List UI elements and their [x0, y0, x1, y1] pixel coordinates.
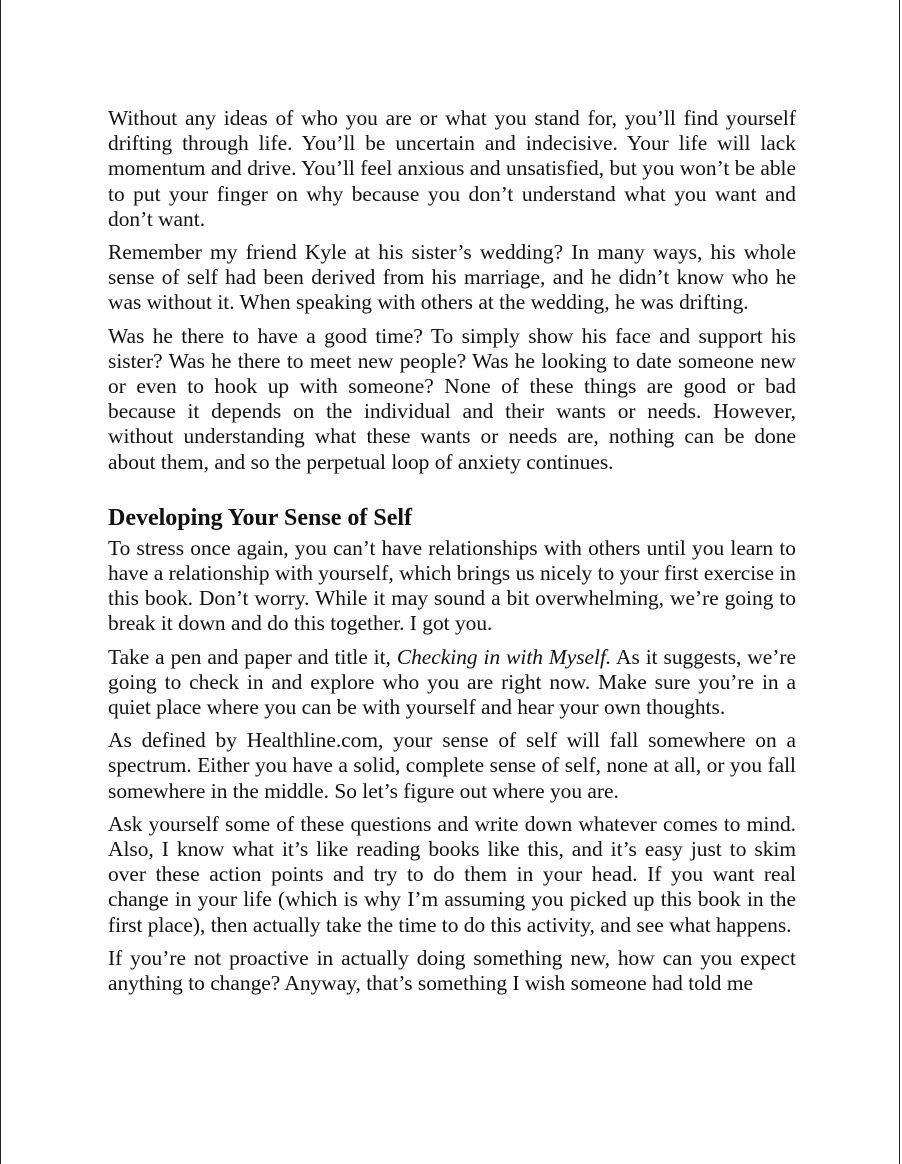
paragraph-proactive: If you’re not proactive in actually doing something new, how can you expect anything to change? Anyway, that’s something I wish someone had told me	[108, 945, 796, 996]
page-body	[108, 106, 796, 996]
paragraph-relationship-with-self: To stress once again, you can’t have relationships with others until you learn to have a relationship with yourself, which brings us nicely to your first exercise in this book. Don’t worry. While it may sound a bit overwhelming, we’re going to break it down and do this together. I got you.	[108, 535, 796, 636]
pen-paragraph-text-end: As it suggests, we’re going to check in and explore who you are right now. Make sure you’re in a quiet place where you can be with yourself and hear your own thoughts.	[108, 644, 796, 720]
paragraph-healthline-spectrum: As defined by Healthline.com, your sense of self will fall somewhere on a spectrum. Either you have a solid, complete sense of self, none at all, or you fall somewhere in the middle. So let’s figure out where you are.	[108, 728, 796, 803]
exercise-title: Checking in with Myself.	[396, 644, 612, 669]
paragraph-pen-and-paper	[108, 645, 796, 721]
paragraph-drifting: Without any ideas of who you are or what you stand for, you’ll find yourself drifting through life. You’ll be uncertain and indecisive. Your life will lack momentum and drive. You’ll feel anxious and unsatisfied, but you won’t be able to put your finger on why because you don’t understand what you want and don’t want.	[108, 106, 796, 231]
section-heading: Developing Your Sense of Self	[108, 504, 413, 531]
paragraph-kyle-wedding: Remember my friend Kyle at his sister’s wedding? In many ways, his whole sense of self had been derived from his marriage, and he didn’t know who he was without it. When speaking with others at the wedding, he was drifting.	[108, 240, 796, 315]
pen-paragraph-text-start: Take a pen and paper and title it,	[108, 644, 397, 669]
paragraph-wants-needs: Was he there to have a good time? To simply show his face and support his sister? Was he there to meet new people? Was he looking to date someone new or even to hook up with someone? None of these things are good or bad because it depends on the individual and their wants or needs. However, without understanding what these wants or needs are, nothing can be done about them, and so the perpetual loop of anxiety continues.	[108, 323, 796, 474]
paragraph-ask-yourself: Ask yourself some of these questions and write down whatever comes to mind. Also, I know what it’s like reading books like this, and it’s easy just to skim over these action points and try to do them in your head. If you want real change in your life (which is why I’m assuming you picked up this book in the first place), then actually take the time to do this activity, and see what happens.	[108, 811, 796, 937]
